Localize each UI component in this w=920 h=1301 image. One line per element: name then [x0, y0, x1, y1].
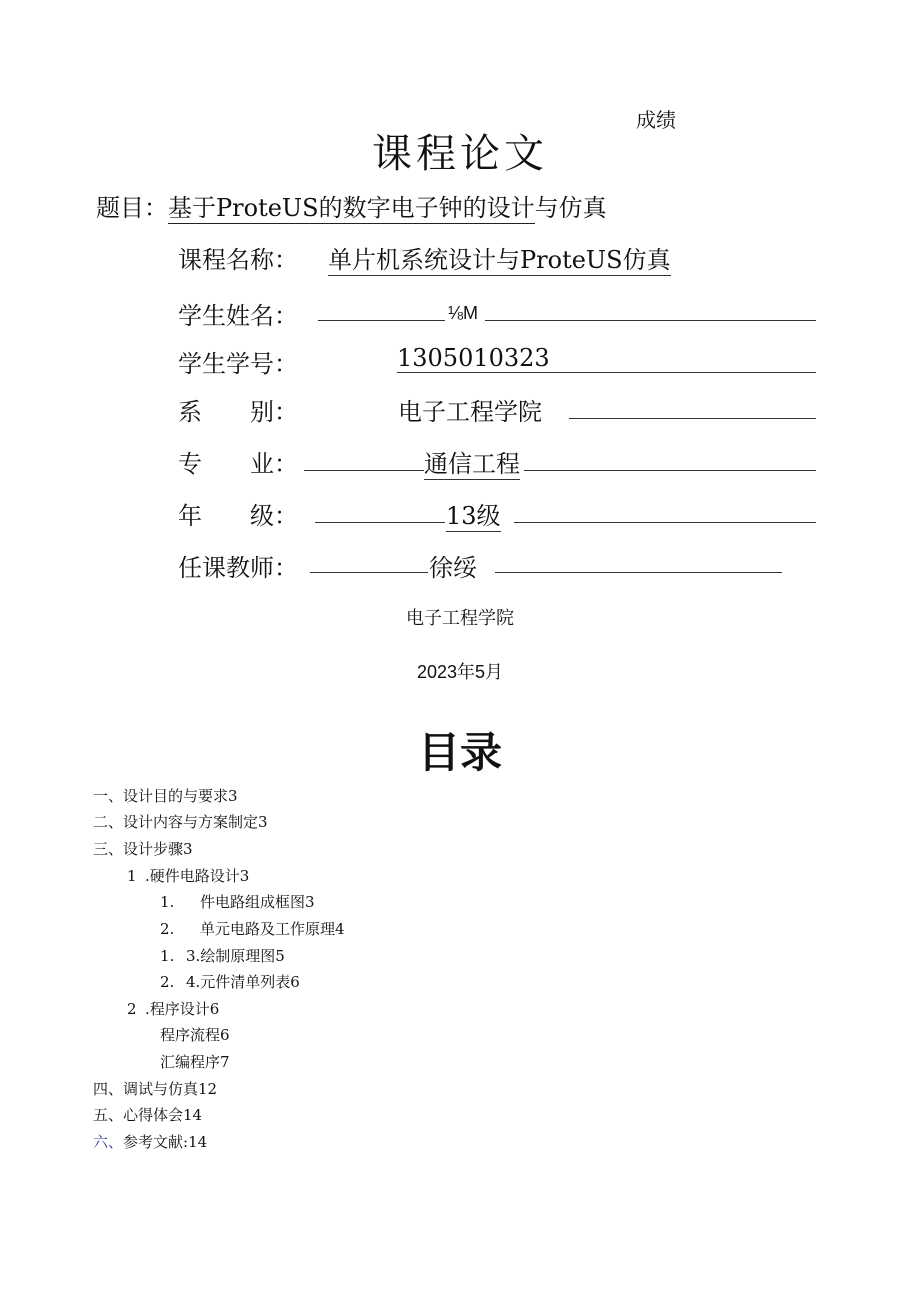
underline: [528, 372, 816, 373]
toc-item: 汇编程序7: [160, 1053, 230, 1071]
grade-value: 13级: [446, 496, 501, 532]
toc-item: 五、心得体会14: [93, 1106, 203, 1124]
major-value: 通信工程: [424, 444, 520, 480]
teacher-value: 徐绥: [429, 554, 477, 582]
course-label: 课程名称：: [178, 246, 298, 274]
toc-item: 1. 件电路组成框图3: [160, 893, 315, 911]
underline: [569, 418, 816, 419]
toc-item: 程序流程6: [160, 1026, 230, 1044]
department-label: 系 别：: [178, 398, 298, 426]
toc-item: 2 .程序设计6: [127, 1000, 220, 1018]
toc-item: 一、设计目的与要求3: [93, 787, 238, 805]
school-name: 电子工程学院: [406, 608, 514, 629]
student-id-value: 1305010323: [397, 344, 550, 372]
toc-title: 目录: [417, 729, 502, 776]
student-name-value: ⅛M: [448, 303, 479, 323]
topic-row: [96, 188, 607, 223]
underline: [524, 470, 816, 471]
toc-item: 三、设计步骤3: [93, 840, 193, 858]
topic-label: 题目：: [96, 194, 168, 222]
course-value: 单片机系统设计与ProteUS仿真: [328, 240, 671, 276]
toc-item: 四、调试与仿真12: [93, 1080, 218, 1098]
underline: [485, 320, 816, 321]
underline: [310, 572, 428, 573]
underline: [315, 522, 445, 523]
toc-item: 2. 单元电路及工作原理4: [160, 920, 345, 938]
grade-field-label: 年 级：: [178, 502, 298, 530]
toc-item: 六、参考文献:14: [93, 1133, 208, 1151]
toc-item: 1. 3.绘制原理图5: [160, 947, 285, 965]
student-id-label: 学生学号：: [178, 350, 298, 378]
underline: [495, 572, 782, 573]
student-name-label: 学生姓名：: [178, 302, 298, 330]
department-value: 电子工程学院: [398, 398, 542, 426]
toc-item: 二、设计内容与方案制定3: [93, 813, 268, 831]
topic-suffix: 与仿真: [534, 194, 607, 222]
date: 2023年5月: [416, 662, 504, 682]
grade-label: 成绩: [636, 110, 676, 132]
major-label: 专 业：: [178, 450, 298, 478]
topic-value: 基于ProteUS的数字电子钟的设计: [168, 194, 535, 222]
underline: [514, 522, 816, 523]
underline: [304, 470, 424, 471]
teacher-label: 任课教师：: [178, 554, 298, 582]
underline: [318, 320, 445, 321]
toc-item: 2. 4.元件清单列表6: [160, 973, 300, 991]
toc-item: 1 .硬件电路设计3: [127, 867, 250, 885]
document-title: 课程论文: [372, 131, 548, 177]
